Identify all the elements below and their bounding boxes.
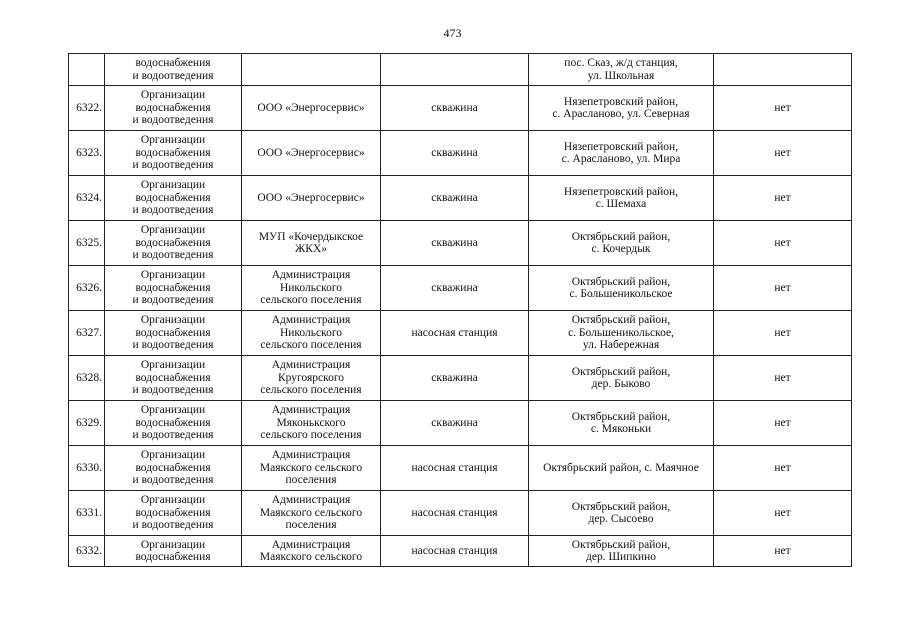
organization-cell-line: Администрация bbox=[271, 494, 351, 507]
address-cell bbox=[529, 176, 714, 221]
table-row bbox=[69, 54, 852, 86]
organization-cell-line: Администрация bbox=[271, 538, 351, 551]
status-cell: нет bbox=[714, 491, 852, 536]
category-cell-line: Организации bbox=[140, 134, 206, 147]
category-cell-line: и водоотведения bbox=[132, 114, 214, 127]
organization-cell-line: сельского поселения bbox=[260, 384, 362, 397]
status-cell: нет bbox=[714, 266, 852, 311]
status-cell: нет bbox=[714, 176, 852, 221]
organization-cell-line: сельского поселения bbox=[260, 339, 362, 352]
registry-table bbox=[68, 53, 852, 567]
category-cell-line: и водоотведения bbox=[132, 519, 214, 532]
category-cell bbox=[105, 356, 242, 401]
address-cell-line: дер. Сысоево bbox=[588, 513, 654, 525]
table-row bbox=[69, 131, 852, 176]
address-cell-line: с. Большеникольское, bbox=[568, 326, 674, 339]
table-row bbox=[69, 356, 852, 401]
address-cell bbox=[529, 401, 714, 446]
address-cell-line: Октябрьский район, bbox=[571, 410, 671, 423]
category-cell-line: водоснабжения bbox=[135, 461, 211, 474]
status-cell: нет bbox=[714, 131, 852, 176]
object-type-cell bbox=[381, 536, 529, 567]
registry-table-body bbox=[69, 54, 852, 567]
address-cell bbox=[529, 491, 714, 536]
address-cell bbox=[529, 221, 714, 266]
organization-cell bbox=[242, 491, 381, 536]
address-cell bbox=[529, 446, 714, 491]
category-cell-line: водоснабжения bbox=[135, 416, 211, 429]
category-cell-line: Организации bbox=[140, 404, 206, 417]
row-number: 6326. bbox=[69, 266, 105, 311]
row-number: 6327. bbox=[69, 311, 105, 356]
table-row bbox=[69, 401, 852, 446]
category-cell bbox=[105, 446, 242, 491]
category-cell-line: водоснабжения bbox=[135, 506, 211, 519]
category-cell-line: Организации bbox=[140, 538, 206, 551]
category-cell-line: водоснабжения bbox=[135, 57, 211, 69]
organization-cell bbox=[242, 356, 381, 401]
category-cell-line: водоснабжения bbox=[135, 281, 211, 294]
category-cell bbox=[105, 86, 242, 131]
category-cell-line: и водоотведения bbox=[132, 294, 214, 307]
organization-cell bbox=[242, 311, 381, 356]
category-cell-line: и водоотведения bbox=[132, 249, 214, 262]
row-number: 6323. bbox=[69, 131, 105, 176]
category-cell-line: Организации bbox=[140, 224, 206, 237]
status-cell: нет bbox=[714, 401, 852, 446]
object-type-cell-line: насосная станция bbox=[411, 506, 498, 519]
organization-cell-line: поселения bbox=[285, 519, 337, 532]
status-cell: нет bbox=[714, 221, 852, 266]
category-cell-line: Организации bbox=[140, 269, 206, 282]
object-type-cell bbox=[381, 356, 529, 401]
row-number: 6330. bbox=[69, 446, 105, 491]
object-type-cell bbox=[381, 311, 529, 356]
object-type-cell-line: насосная станция bbox=[411, 461, 498, 474]
organization-cell bbox=[242, 536, 381, 567]
address-cell-line: с. Арасланово, ул. Северная bbox=[552, 108, 690, 120]
table-row bbox=[69, 86, 852, 131]
status-cell: нет bbox=[714, 446, 852, 491]
organization-cell-line: поселения bbox=[285, 474, 337, 487]
object-type-cell-line: скважина bbox=[431, 146, 478, 159]
organization-cell bbox=[242, 176, 381, 221]
organization-cell-line: Никольского bbox=[279, 326, 343, 339]
category-cell-line: и водоотведения bbox=[132, 384, 214, 397]
address-cell-line: с. Шемаха bbox=[595, 198, 647, 210]
object-type-cell bbox=[381, 221, 529, 266]
organization-cell bbox=[242, 446, 381, 491]
organization-cell-line: Администрация bbox=[271, 359, 351, 372]
address-cell-line: Нязепетровский район, bbox=[563, 140, 679, 153]
table-row bbox=[69, 221, 852, 266]
category-cell-line: водоснабжения bbox=[135, 551, 211, 563]
address-cell-line: Октябрьский район, bbox=[571, 230, 671, 243]
organization-cell-line: Администрация bbox=[271, 449, 351, 462]
object-type-cell-line: насосная станция bbox=[411, 326, 498, 339]
address-cell-line: дер. Шипкино bbox=[585, 551, 656, 563]
organization-cell-line: ООО «Энергосервис» bbox=[257, 191, 365, 204]
row-number bbox=[69, 54, 105, 86]
object-type-cell-line: скважина bbox=[431, 101, 478, 114]
organization-cell-line: ООО «Энергосервис» bbox=[257, 101, 365, 114]
address-cell-line: Октябрьский район, bbox=[571, 538, 671, 551]
organization-cell bbox=[242, 266, 381, 311]
category-cell-line: и водоотведения bbox=[132, 69, 214, 82]
address-cell bbox=[529, 54, 714, 86]
address-cell-line: ул. Набережная bbox=[582, 339, 660, 352]
address-cell-line: Октябрьский район, bbox=[571, 275, 671, 288]
address-cell-line: дер. Быково bbox=[591, 378, 651, 390]
category-cell-line: Организации bbox=[140, 179, 206, 192]
organization-cell-line: Маякского сельского bbox=[259, 461, 363, 474]
object-type-cell bbox=[381, 401, 529, 446]
row-number: 6328. bbox=[69, 356, 105, 401]
object-type-cell bbox=[381, 54, 529, 86]
address-cell-line: Октябрьский район, bbox=[571, 365, 671, 378]
category-cell bbox=[105, 401, 242, 446]
organization-cell bbox=[242, 401, 381, 446]
row-number: 6322. bbox=[69, 86, 105, 131]
address-cell bbox=[529, 86, 714, 131]
object-type-cell bbox=[381, 176, 529, 221]
organization-cell-line: Администрация bbox=[271, 269, 351, 282]
organization-cell-line: Администрация bbox=[271, 404, 351, 417]
object-type-cell-line: скважина bbox=[431, 281, 478, 294]
organization-cell-line: ЖКХ» bbox=[294, 243, 328, 255]
category-cell-line: водоснабжения bbox=[135, 146, 211, 159]
address-cell bbox=[529, 311, 714, 356]
object-type-cell bbox=[381, 131, 529, 176]
category-cell bbox=[105, 491, 242, 536]
address-cell-line: Октябрьский район, bbox=[571, 500, 671, 513]
address-cell-line: Октябрьский район, bbox=[571, 314, 671, 327]
row-number: 6332. bbox=[69, 536, 105, 567]
organization-cell bbox=[242, 54, 381, 86]
category-cell-line: водоснабжения bbox=[135, 191, 211, 204]
organization-cell-line: ООО «Энергосервис» bbox=[257, 146, 365, 159]
object-type-cell-line: скважина bbox=[431, 371, 478, 384]
organization-cell-line: Маякского сельского bbox=[259, 551, 363, 563]
category-cell-line: водоснабжения bbox=[135, 326, 211, 339]
address-cell-line: Нязепетровский район, bbox=[563, 95, 679, 108]
address-cell-line: с. Большеникольское bbox=[569, 288, 673, 300]
address-cell-line: ул. Школьная bbox=[587, 69, 655, 82]
row-number: 6329. bbox=[69, 401, 105, 446]
category-cell bbox=[105, 131, 242, 176]
category-cell-line: Организации bbox=[140, 314, 206, 327]
status-cell: нет bbox=[714, 356, 852, 401]
object-type-cell bbox=[381, 446, 529, 491]
category-cell-line: водоснабжения bbox=[135, 101, 211, 114]
organization-cell bbox=[242, 86, 381, 131]
object-type-cell-line: скважина bbox=[431, 236, 478, 249]
address-cell-line: Октябрьский район, с. Маячное bbox=[543, 461, 699, 474]
address-cell-line: с. Мяконьки bbox=[590, 423, 652, 435]
row-number: 6324. bbox=[69, 176, 105, 221]
address-cell-line: Нязепетровский район, bbox=[563, 185, 679, 198]
organization-cell bbox=[242, 221, 381, 266]
category-cell-line: и водоотведения bbox=[132, 159, 214, 172]
object-type-cell-line: скважина bbox=[431, 191, 478, 204]
category-cell-line: и водоотведения bbox=[132, 429, 214, 442]
category-cell bbox=[105, 54, 242, 86]
status-cell: нет bbox=[714, 86, 852, 131]
category-cell bbox=[105, 221, 242, 266]
table-row bbox=[69, 536, 852, 567]
address-cell-line: пос. Сказ, ж/д станция, bbox=[564, 57, 678, 69]
organization-cell-line: Кругоярского bbox=[277, 371, 345, 384]
category-cell bbox=[105, 266, 242, 311]
table-row bbox=[69, 311, 852, 356]
object-type-cell bbox=[381, 491, 529, 536]
address-cell-line: с. Арасланово, ул. Мира bbox=[561, 153, 681, 165]
organization-cell-line: Маякского сельского bbox=[259, 506, 363, 519]
table-row bbox=[69, 176, 852, 221]
category-cell-line: Организации bbox=[140, 494, 206, 507]
category-cell-line: водоснабжения bbox=[135, 236, 211, 249]
object-type-cell bbox=[381, 86, 529, 131]
address-cell bbox=[529, 356, 714, 401]
address-cell bbox=[529, 131, 714, 176]
category-cell bbox=[105, 176, 242, 221]
organization-cell-line: Никольского bbox=[279, 281, 343, 294]
status-cell bbox=[714, 54, 852, 86]
organization-cell bbox=[242, 131, 381, 176]
table-row bbox=[69, 266, 852, 311]
status-cell: нет bbox=[714, 311, 852, 356]
organization-cell-line: сельского поселения bbox=[260, 294, 362, 307]
category-cell-line: Организации bbox=[140, 359, 206, 372]
address-cell bbox=[529, 536, 714, 567]
row-number: 6331. bbox=[69, 491, 105, 536]
category-cell-line: Организации bbox=[140, 89, 206, 102]
row-number: 6325. bbox=[69, 221, 105, 266]
table-row bbox=[69, 491, 852, 536]
category-cell bbox=[105, 311, 242, 356]
page-number: 473 bbox=[443, 26, 462, 40]
organization-cell-line: Мяконькского bbox=[276, 416, 346, 429]
category-cell-line: и водоотведения bbox=[132, 204, 214, 217]
object-type-cell-line: скважина bbox=[431, 416, 478, 429]
category-cell-line: и водоотведения bbox=[132, 474, 214, 487]
category-cell-line: и водоотведения bbox=[132, 339, 214, 352]
organization-cell-line: Администрация bbox=[271, 314, 351, 327]
address-cell-line: с. Кочердык bbox=[591, 243, 651, 255]
object-type-cell bbox=[381, 266, 529, 311]
category-cell-line: Организации bbox=[140, 449, 206, 462]
table-row bbox=[69, 446, 852, 491]
organization-cell-line: МУП «Кочердыкское bbox=[258, 230, 364, 243]
status-cell: нет bbox=[714, 536, 852, 567]
category-cell bbox=[105, 536, 242, 567]
address-cell bbox=[529, 266, 714, 311]
category-cell-line: водоснабжения bbox=[135, 371, 211, 384]
organization-cell-line: сельского поселения bbox=[260, 429, 362, 442]
object-type-cell-line: насосная станция bbox=[411, 544, 498, 557]
